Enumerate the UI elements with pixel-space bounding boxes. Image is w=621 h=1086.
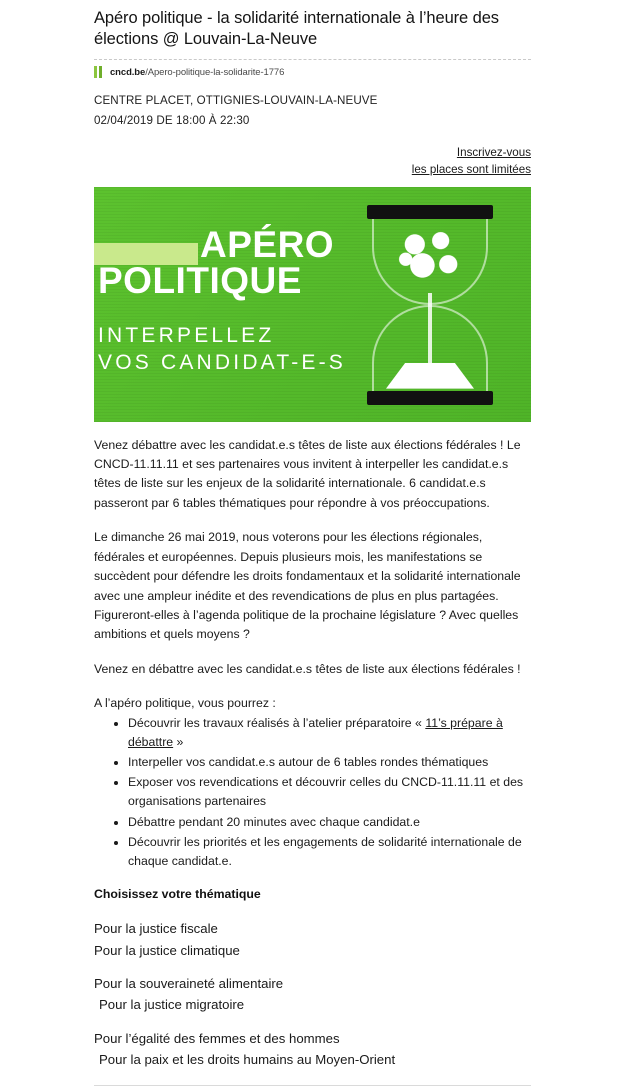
- activities-list: [94, 714, 531, 871]
- atelier-link[interactable]: 11’s prépare à débattre: [128, 715, 503, 749]
- hourglass-sand-stream: [428, 293, 432, 365]
- signup-block[interactable]: [94, 145, 531, 179]
- globe-icon: [392, 227, 468, 289]
- list-item: • Exposer vos revendications et découvrir celles du CNCD-11.11.11 et des organisations partenaires: [128, 773, 531, 811]
- signup-link-line2[interactable]: les places sont limitées: [411, 162, 531, 176]
- theme-item-justice-migratoire: Pour la justice migratoire: [99, 997, 245, 1013]
- theme-item-justice-fiscale: Pour la justice fiscale: [94, 921, 218, 937]
- theme-item-souverainete-alimentaire: Pour la souveraineté alimentaire: [94, 975, 284, 991]
- poster-title-line2: POLITIQUE: [98, 259, 302, 301]
- theme-item-paix-droits-humains: Pour la paix et les droits humains au Moyen-Orient: [99, 1052, 396, 1068]
- bullet-1-suffix: »: [173, 734, 184, 749]
- event-poster-image: [94, 187, 531, 422]
- list-item: • Découvrir les priorités et les engagements de solidarité internationale de chaque candidat.e.: [128, 833, 531, 871]
- event-venue: CENTRE PLACET, OTTIGNIES-LOUVAIN-LA-NEUVE: [94, 94, 378, 108]
- bullet-1-prefix: Découvrir les travaux réalisés à l’atelier préparatoire «: [128, 715, 426, 730]
- source-attribution: [94, 66, 531, 78]
- theme-item-justice-climatique: Pour la justice climatique: [94, 942, 240, 958]
- source-path: /Apero-politique-la-solidarite-1776: [145, 66, 285, 78]
- title-divider: [94, 59, 531, 60]
- paragraph-4: A l’apéro politique, vous pourrez :: [94, 696, 276, 711]
- source-domain: cncd.be: [110, 66, 146, 78]
- cncd-logo-icon: [94, 66, 105, 78]
- themes-list: [94, 919, 531, 1071]
- list-item: • Interpeller vos candidat.e.s autour de 6 tables rondes thématiques: [128, 753, 531, 772]
- hourglass-icon: [367, 205, 493, 405]
- signup-link-line1[interactable]: Inscrivez-vous: [456, 146, 531, 160]
- event-datetime: 02/04/2019 DE 18:00 À 22:30: [94, 113, 250, 127]
- list-item: [128, 714, 531, 752]
- themes-heading: Choisissez votre thématique: [94, 887, 261, 902]
- article-page: [0, 8, 621, 1086]
- hourglass-cap-top: [367, 205, 493, 219]
- list-item: • Débattre pendant 20 minutes avec chaque candidat.e: [128, 813, 531, 832]
- paragraph-1: Venez débattre avec les candidat.e.s têtes de liste aux élections fédérales ! Le CNCD-11.11.11 et ses partenaires vous invitent à interpeller les candidat.e.s têtes de liste sur les enjeux de la solidarité internationale. 6 candidat.e.s passeront par 6 tables thématiques pour répondre à vos préoccupations.: [94, 437, 521, 510]
- poster-subtitle-line1: INTERPELLEZ: [98, 323, 275, 347]
- page-title: Apéro politique - la solidarité internationale à l’heure des élections @ Louvain-La-Neuve: [94, 9, 499, 48]
- hourglass-glass: [372, 219, 488, 391]
- paragraph-2: Le dimanche 26 mai 2019, nous voterons pour les élections régionales, fédérales et européennes. Depuis plusieurs mois, les manifestations se succèdent pour défendre les droits fondamentaux et la solidarité internationale avec une ampleur inédite et des revendications de plus en plus partagées. Figureront-elles à l’agenda politique de la prochaine législature ? Avec quelles ambitions et quels moyens ?: [94, 530, 521, 642]
- poster-subtitle: [98, 322, 346, 377]
- theme-item-egalite-femmes-hommes: Pour l’égalité des femmes et des hommes: [94, 1030, 340, 1046]
- poster-title-line1: APÉRO: [200, 223, 335, 265]
- hourglass-cap-bottom: [367, 391, 493, 405]
- poster-subtitle-line2: VOS CANDIDAT-E-S: [98, 350, 347, 374]
- source-text: [110, 67, 284, 78]
- paragraph-3: Venez en débattre avec les candidat.e.s têtes de liste aux élections fédérales !: [94, 661, 521, 676]
- poster-title: [98, 223, 335, 301]
